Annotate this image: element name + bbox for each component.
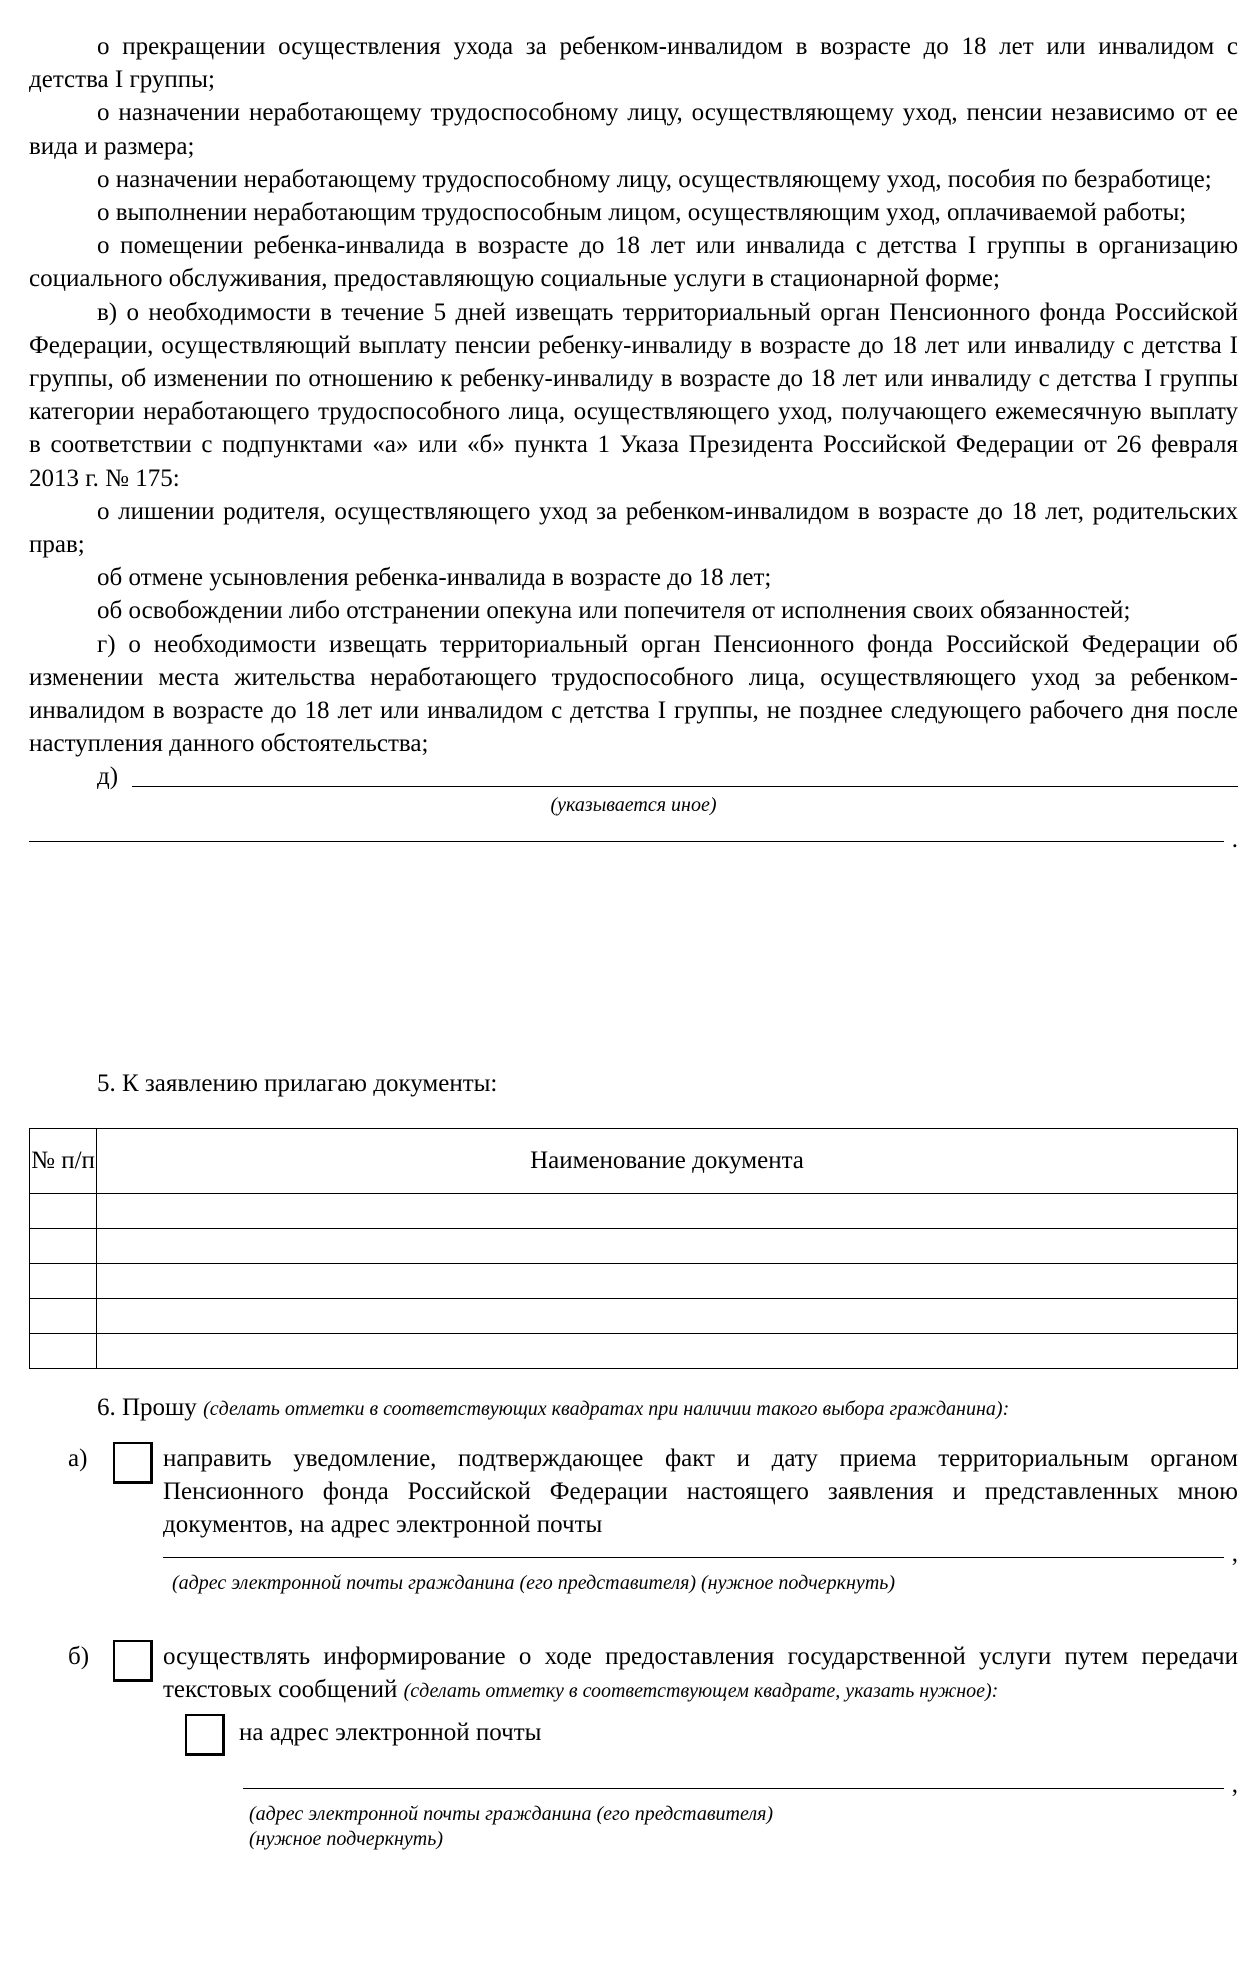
option-a	[29, 1442, 1238, 1596]
table-row	[30, 1299, 1238, 1334]
item-d-label: д)	[97, 763, 119, 791]
item-d-continuation-row	[29, 823, 1238, 854]
section-6-title: 6. Прошу	[97, 1394, 197, 1421]
option-b-note: (сделать отметку в соответствующем квадрате, указать нужное):	[403, 1680, 999, 1702]
paragraph-item-v: в) о необходимости в течение 5 дней извещать территориальный орган Пенсионного фонда Российской Федерации, осуществляющий выплату пенсии ребенку-инвалиду в возрасте до 18 лет или инвалиду с детства I группы, об изменении по отношению к ребенку-инвалиду в возрасте до 18 лет или инвалиду с детства I группы категории неработающего трудоспособного лица, осуществляющего уход, получающего ежемесячную выплату в соответствии с подпунктами «а» или «б» пункта 1 Указа Президента Российской Федерации от 26 февраля 2013 г. № 175:	[29, 298, 1238, 492]
option-a-text: направить уведомление, подтверждающее факт и дату приема территориальным органом Пенсионного фонда Российской Федерации настоящего заявления и представленных мною документов, на адрес электронной почты	[163, 1445, 1238, 1538]
option-b-line-end: ,	[1231, 1771, 1238, 1798]
item-d-continuation-line[interactable]	[29, 841, 1224, 842]
paragraph-social-service-placement: о помещении ребенка-инвалида в возрасте до 18 лет или инвалида с детства I группы в организацию социального обслуживания, предоставляющую социальные услуги в стационарной форме;	[29, 232, 1238, 293]
table-cell-number[interactable]	[30, 1194, 97, 1229]
table-row	[30, 1229, 1238, 1264]
option-b-email-row	[243, 1772, 1238, 1800]
table-cell-number[interactable]	[30, 1264, 97, 1299]
option-a-email-line[interactable]	[163, 1557, 1224, 1558]
option-b-email-checkbox[interactable]	[185, 1714, 225, 1756]
section-6-note: (сделать отметки в соответствующих квадратах при наличии такого выбора гражданина):	[203, 1398, 1010, 1420]
option-b-letter: б)	[68, 1643, 90, 1670]
table-cell-number[interactable]	[30, 1299, 97, 1334]
column-number-header	[30, 1129, 97, 1194]
column-name-header: Наименование документа	[97, 1129, 1238, 1194]
table-cell-document-name[interactable]	[97, 1229, 1238, 1264]
item-d-end-mark: .	[1231, 826, 1238, 854]
table-cell-document-name[interactable]	[97, 1264, 1238, 1299]
paragraph-paid-work: о выполнении неработающим трудоспособным лицом, осуществляющим уход, оплачиваемой работы;	[97, 199, 1187, 227]
table-cell-document-name[interactable]	[97, 1299, 1238, 1334]
option-b-checkbox[interactable]	[113, 1640, 153, 1682]
option-b-caption-1: (адрес электронной почты гражданина (его представителя)	[249, 1803, 774, 1825]
paragraph-guardian-release: об освобождении либо отстранении опекуна или попечителя от исполнения своих обязанностей;	[97, 597, 1131, 625]
section-6-heading	[97, 1394, 1009, 1422]
paragraph-pension-assignment: о назначении неработающему трудоспособному лицу, осуществляющему уход, пенсии независимо от ее вида и размера;	[29, 99, 1238, 160]
table-row	[30, 1334, 1238, 1369]
option-a-email-row	[163, 1541, 1238, 1569]
option-b-text-block	[163, 1640, 1238, 1708]
option-b-sub-row	[29, 1714, 1238, 1764]
table-cell-number[interactable]	[30, 1229, 97, 1264]
option-b-sub-label: на адрес электронной почты	[239, 1719, 542, 1746]
section-5-title: 5. К заявлению прилагаю документы:	[97, 1070, 498, 1097]
option-b-caption-2: (нужное подчеркнуть)	[249, 1828, 443, 1850]
item-d-row	[97, 760, 1238, 793]
table-header-row	[30, 1129, 1238, 1194]
column-number-label: № п/п	[31, 1147, 95, 1174]
document-body	[29, 30, 1238, 854]
option-a-letter: а)	[68, 1445, 88, 1472]
option-a-line-end: ,	[1231, 1540, 1238, 1567]
table-cell-document-name[interactable]	[97, 1334, 1238, 1369]
table-cell-number[interactable]	[30, 1334, 97, 1369]
paragraph-item-g: г) о необходимости извещать территориальный орган Пенсионного фонда Российской Федерации об изменении места жительства неработающего трудоспособного лица, осуществляющего уход за ребенком-инвалидом в возрасте до 18 лет или инвалидом с детства I группы, не позднее следующего рабочего дня после наступления данного обстоятельства;	[29, 630, 1238, 758]
option-b-email-line[interactable]	[243, 1788, 1224, 1789]
paragraph-unemployment-benefit: о назначении неработающему трудоспособному лицу, осуществляющему уход, пособия по безработице;	[97, 165, 1212, 193]
option-a-caption: (адрес электронной почты гражданина (его представителя) (нужное подчеркнуть)	[172, 1572, 896, 1594]
table-row	[30, 1264, 1238, 1299]
option-b-text: осуществлять информирование о ходе предоставления государственной услуги путем передачи текстовых сообщений	[163, 1643, 1238, 1703]
option-b	[29, 1640, 1238, 1852]
item-d-input-line[interactable]	[132, 786, 1238, 787]
paragraph-parental-rights: о лишении родителя, осуществляющего уход за ребенком-инвалидом в возрасте до 18 лет, родительских прав;	[29, 497, 1238, 559]
item-d-caption: (указывается иное)	[550, 794, 717, 817]
table-cell-document-name[interactable]	[97, 1194, 1238, 1229]
paragraph-care-termination: о прекращении осуществления ухода за ребенком-инвалидом в возрасте до 18 лет или инвалидом с детства I группы;	[29, 33, 1238, 94]
paragraph-adoption-cancel: об отмене усыновления ребенка-инвалида в возрасте до 18 лет;	[97, 564, 772, 592]
table-row	[30, 1194, 1238, 1229]
option-a-checkbox[interactable]	[113, 1442, 153, 1484]
documents-table	[29, 1128, 1238, 1369]
